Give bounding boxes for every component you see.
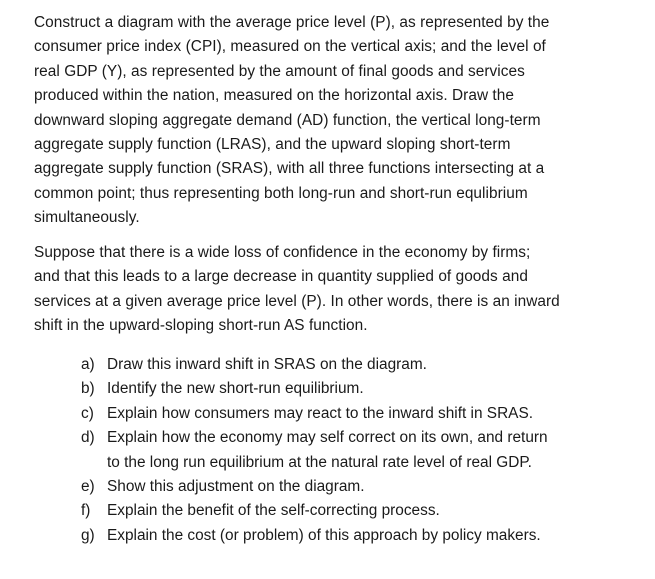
paragraph-line: shift in the upward-sloping short-run AS function.: [34, 317, 368, 335]
paragraph-line: consumer price index (CPI), measured on the vertical axis; and the level of: [34, 38, 546, 56]
question-item-b: [81, 377, 548, 401]
question-text-continuation: to the long run equilibrium at the natural rate level of real GDP.: [107, 453, 532, 471]
question-marker: g): [81, 526, 95, 544]
paragraph-line: Suppose that there is a wide loss of confidence in the economy by firms;: [34, 244, 531, 261]
question-text: Explain how consumers may react to the inward shift in SRAS.: [107, 404, 533, 422]
question-marker: a): [81, 356, 95, 373]
question-marker: c): [81, 404, 94, 422]
paragraph-line: produced within the nation, measured on the horizontal axis. Draw the: [34, 87, 514, 105]
question-item-d: [81, 426, 548, 475]
paragraph-line: simultaneously.: [34, 209, 140, 227]
paragraph-line: and that this leads to a large decrease in quantity supplied of goods and: [34, 268, 528, 286]
question-marker: d): [81, 429, 95, 447]
question-list: [81, 353, 548, 548]
question-marker: b): [81, 380, 95, 398]
paragraph-line: aggregate supply function (LRAS), and the upward sloping short-term: [34, 136, 511, 154]
paragraph-line: downward sloping aggregate demand (AD) function, the vertical long-term: [34, 111, 541, 129]
question-item-f: [81, 499, 548, 523]
question-text: Identify the new short-run equilibrium.: [107, 380, 364, 398]
paragraph-line: services at a given average price level (P). In other words, there is an inward: [34, 292, 560, 310]
question-item-g: [81, 524, 548, 548]
question-item-c: [81, 402, 548, 426]
question-marker: e): [81, 478, 95, 496]
paragraph-line: aggregate supply function (SRAS), with all three functions intersecting at a: [34, 160, 545, 178]
paragraph-line: real GDP (Y), as represented by the amount of final goods and services: [34, 62, 525, 80]
instruction-paragraph: [34, 11, 549, 231]
question-text: Explain the benefit of the self-correcting process.: [107, 502, 440, 520]
question-text: Explain how the economy may self correct on its own, and return: [107, 429, 548, 447]
question-text: Draw this inward shift in SRAS on the diagram.: [107, 356, 427, 373]
question-text: Show this adjustment on the diagram.: [107, 478, 365, 496]
paragraph-line: Construct a diagram with the average price level (P), as represented by the: [34, 14, 550, 31]
question-text: Explain the cost (or problem) of this approach by policy makers.: [107, 526, 541, 544]
scenario-paragraph: [34, 241, 560, 339]
question-marker: f): [81, 502, 91, 520]
question-item-a: [81, 353, 548, 377]
question-item-e: [81, 475, 548, 499]
paragraph-line: common point; thus representing both long-run and short-run equlibrium: [34, 184, 528, 202]
